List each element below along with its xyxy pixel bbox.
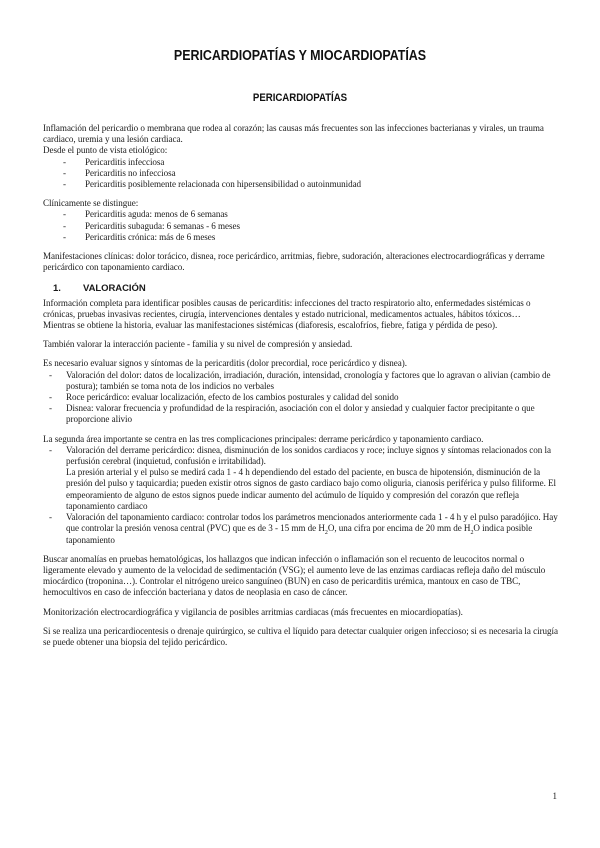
clinical-list <box>43 209 561 243</box>
page-title: PERICARDIOPATÍAS Y MIOCARDIOPATÍAS <box>173 48 427 64</box>
tamponade-text: O indica posible taponamiento <box>66 523 533 545</box>
section-number: 1. <box>53 283 61 295</box>
ecg-paragraph: Monitorización electrocardiográfica y vigilancia de posibles arritmias cardiacas (más frecuentes en miocardiopatías). <box>43 606 463 617</box>
signs-list <box>43 370 561 426</box>
family-paragraph: También valorar la interacción paciente - familia y su nivel de compresión y ansiedad. <box>43 339 353 350</box>
list-item: - Disnea: valorar frecuencia y profundidad de la respiración, asociación con el dolor y ansiedad y cualquier factor precipitante o que proporcione alivio <box>43 403 561 425</box>
complications-paragraph: La segunda área importante se centra en las tres complicaciones principales: derrame pericárdico y taponamiento cardiaco. <box>43 433 484 444</box>
tamponade-text: Valoración del taponamiento cardiaco: controlar todos los parámetros mencionados anteriormente cada 1 - 4 h y el pulso paradójico. Hay que controlar la presión venosa central (PVC) que es de 3 - 15 mm de H <box>66 512 558 534</box>
list-item: - Pericarditis posiblemente relacionada con hipersensibilidad o autoinmunidad <box>43 179 561 190</box>
systemic-paragraph: Mientras se obtiene la historia, evaluar las manifestaciones sistémicas (diaforesis, escalofríos, fiebre, fatiga y pérdida de peso). <box>43 320 498 331</box>
subscript: 2 <box>324 530 328 537</box>
complications-list <box>43 445 561 546</box>
pericardiocentesis-paragraph: Si se realiza una pericardiocentesis o drenaje quirúrgico, se cultiva el líquido para detectar cualquier origen infeccioso; si es necesaria la cirugía se puede obtener una biopsia del tejido pericárdico. <box>43 625 559 647</box>
list-item: - Pericarditis aguda: menos de 6 semanas <box>43 209 561 220</box>
list-item: - Valoración del dolor: datos de localización, irradiación, duración, intensidad, cronología y factores que lo agravan o alivian (cambio de postura); también se toma nota de los indicios no verbales <box>43 370 561 392</box>
list-item <box>43 445 561 512</box>
page-number: 1 <box>552 790 557 801</box>
document-body <box>43 123 561 648</box>
signs-paragraph: Es necesario evaluar signos y síntomas de la pericarditis (dolor precordial, roce pericárdico y disnea). <box>43 358 407 369</box>
etiology-intro: Desde el punto de vista etiológico: <box>43 145 168 156</box>
list-item: - Pericarditis infecciosa <box>43 157 561 168</box>
list-item: - Pericarditis no infecciosa <box>43 168 561 179</box>
assessment-paragraph: Información completa para identificar posibles causas de pericarditis: infecciones del tracto respiratorio alto, enfermedades sistémicas o crónicas, pruebas invasivas recientes, cirugía, intervenciones dentales y estado nutricional, medicamentos actuales, hábitos tóxicos… <box>43 297 531 319</box>
list-item: - Roce pericárdico: evaluar localización, efecto de los cambios posturales y calidad del sonido <box>43 392 561 403</box>
section-heading <box>43 283 561 294</box>
etiology-list <box>43 157 561 191</box>
subscript: 2 <box>470 530 474 537</box>
effusion-text: - Valoración del derrame pericárdico: disnea, disminución de los sonidos cardiacos y roce; incluye signos y síntomas relacionados con la perfusión cerebral (inquietud, confusión e irritabilidad). <box>66 444 551 467</box>
intro-paragraph: Inflamación del pericardio o membrana que rodea al corazón; las causas más frecuentes son las infecciones bacterianas y virales, un trauma cardiaco, uremia y una lesión cardiaca. <box>43 123 544 145</box>
section-title: VALORACIÓN <box>83 283 146 295</box>
effusion-text-cont: La presión arterial y el pulso se medirá cada 1 - 4 h dependiendo del estado del paciente, en busca de hipotensión, disminución de la presión del pulso y taquicardia; pueden existir otros signos de gasto cardiaco bajo como oliguria, cianosis periférica y pulso filiforme. El empeoramiento de alguno de estos signos puede indicar aumento del acúmulo de líquido y compresión del corazón que refleja taponamiento cardiaco <box>66 467 556 511</box>
section-subtitle: PERICARDIOPATÍAS <box>252 92 348 104</box>
manifestations-paragraph: Manifestaciones clínicas: dolor torácico, disnea, roce pericárdico, arritmias, fiebre, sudoración, alteraciones electrocardiográficas y derrame pericárdico con taponamiento cardiaco. <box>43 251 545 273</box>
tamponade-text: O, una cifra por encima de 20 mm de H <box>327 523 471 534</box>
list-item: - Pericarditis crónica: más de 6 meses <box>43 232 561 243</box>
list-item <box>43 512 561 546</box>
clinical-intro: Clínicamente se distingue: <box>43 198 139 209</box>
lab-paragraph: Buscar anomalías en pruebas hematológicas, los hallazgos que indican infección o inflamación son el recuento de leucocitos normal o ligeramente elevado y aumento de la velocidad de sedimentación (VSG); el aumento leve de las enzimas cardiacas refleja daño del músculo miocárdico (troponina…). Controlar el nitrógeno ureico sanguíneo (BUN) en caso de pericarditis urémica, mantoux en caso de TBC, hemocultivos en caso de infección bacteriana y datos de neoplasia en caso de cáncer. <box>43 553 546 598</box>
list-item: - Pericarditis subaguda: 6 semanas - 6 meses <box>43 221 561 232</box>
